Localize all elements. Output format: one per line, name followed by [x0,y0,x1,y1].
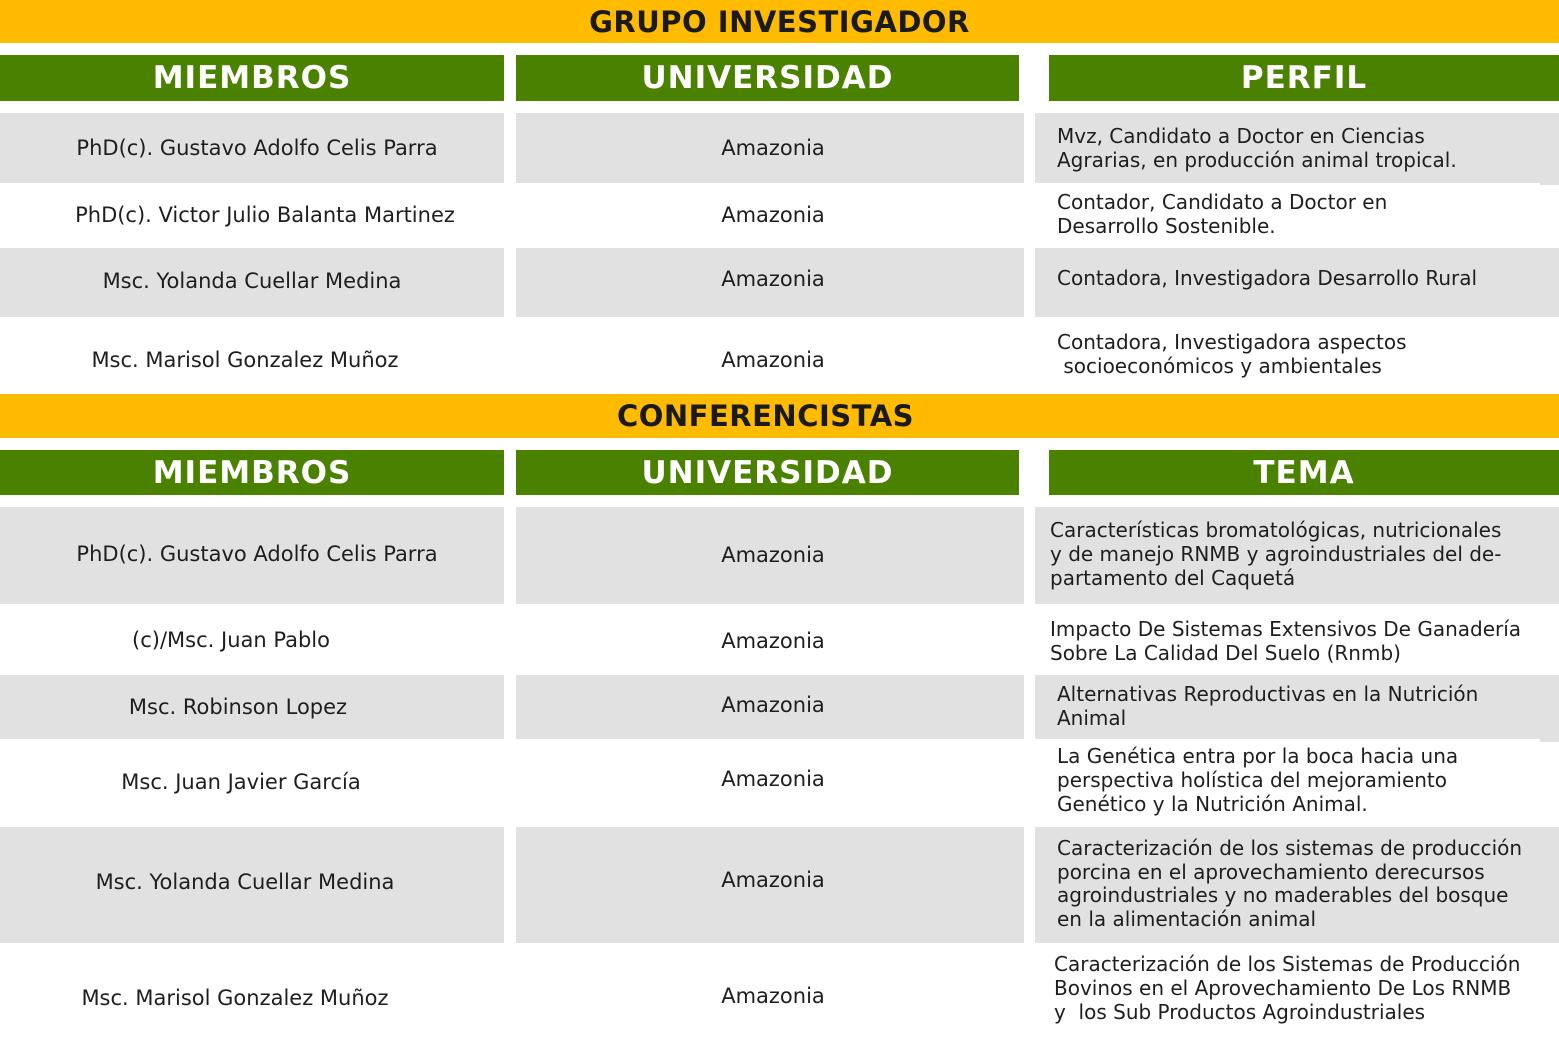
topic-line: Características bromatológicas, nutricionales [1050,518,1502,542]
university-name: Amazonia [721,692,825,717]
header-label: UNIVERSIDAD [641,454,894,491]
topic-line: en la alimentación animal [1057,907,1317,931]
member-name: Msc. Yolanda Cuellar Medina [102,268,402,293]
profile-line: socioeconómicos y ambientales [1057,354,1382,378]
conf-header-miembros [0,450,504,495]
header-label: MIEMBROS [152,454,352,491]
row-shade [1540,675,1559,742]
conf-header-tema [1049,450,1559,495]
member-name: Msc. Marisol Gonzalez Muñoz [81,985,389,1010]
conferencistas-title: CONFERENCISTAS [616,399,915,433]
profile-line: Agrarias, en producción animal tropical. [1057,148,1457,172]
topic-line: Bovinos en el Aprovechamiento De Los RNMB [1054,976,1512,1000]
member-name: PhD(c). Gustavo Adolfo Celis Parra [76,541,438,566]
university-name: Amazonia [721,983,825,1008]
profile-line: Contadora, Investigadora Desarrollo Rural [1057,266,1478,290]
member-name: Msc. Yolanda Cuellar Medina [95,869,395,894]
topic-line: Alternativas Reproductivas en la Nutrición [1057,682,1479,706]
header-label: PERFIL [1240,60,1368,96]
member-name: Msc. Robinson Lopez [128,694,348,719]
topic-line: agroindustriales y no maderables del bosque [1057,883,1509,907]
row-shade [1540,113,1559,185]
profile-line: Contadora, Investigadora aspectos [1057,330,1407,354]
member-name: Msc. Marisol Gonzalez Muñoz [91,347,399,372]
topic-line: Impacto De Sistemas Extensivos De Ganadería [1050,617,1522,641]
topic-line: partamento del Caquetá [1050,566,1296,590]
university-name: Amazonia [721,347,825,372]
topic-line: Caracterización de los Sistemas de Producción [1054,952,1521,976]
profile-line: Desarrollo Sostenible. [1057,214,1276,238]
university-name: Amazonia [721,867,825,892]
university-name: Amazonia [721,135,825,160]
university-name: Amazonia [721,202,825,227]
header-label: UNIVERSIDAD [641,60,894,96]
topic-line: y de manejo RNMB y agroindustriales del de- [1050,542,1502,566]
topic-line: perspectiva holística del mejoramiento [1057,768,1448,792]
member-name: PhD(c). Gustavo Adolfo Celis Parra [76,135,438,160]
topic-line: Caracterización de los sistemas de producción [1057,836,1523,860]
member-name: Msc. Juan Javier García [121,769,361,794]
topic-line: y los Sub Productos Agroindustriales [1054,1000,1426,1024]
member-name: PhD(c). Victor Julio Balanta Martinez [75,202,455,227]
conferencistas-title-banner [0,394,1559,438]
member-name: (c)/Msc. Juan Pablo [132,627,330,652]
profile-line: Contador, Candidato a Doctor en [1057,190,1388,214]
header-label: MIEMBROS [152,60,352,96]
university-name: Amazonia [721,266,825,291]
topic-line: Genético y la Nutrición Animal. [1057,792,1368,816]
topic-line: Animal [1057,706,1127,730]
conf-header-universidad [516,450,1019,495]
university-name: Amazonia [721,766,825,791]
grupo-header-perfil [1049,55,1559,101]
profile-line: Mvz, Candidato a Doctor en Ciencias [1057,124,1425,148]
topic-line: La Genética entra por la boca hacia una [1057,744,1459,768]
grupo-title: GRUPO INVESTIGADOR [589,4,970,39]
university-name: Amazonia [721,628,825,653]
university-name: Amazonia [721,542,825,567]
grupo-header-universidad [516,55,1019,101]
header-label: TEMA [1253,454,1355,491]
grupo-title-banner [0,0,1559,43]
grupo-header-miembros [0,55,504,101]
topic-line: Sobre La Calidad Del Suelo (Rnmb) [1050,641,1401,665]
topic-line: porcina en el aprovechamiento derecursos [1057,860,1485,884]
